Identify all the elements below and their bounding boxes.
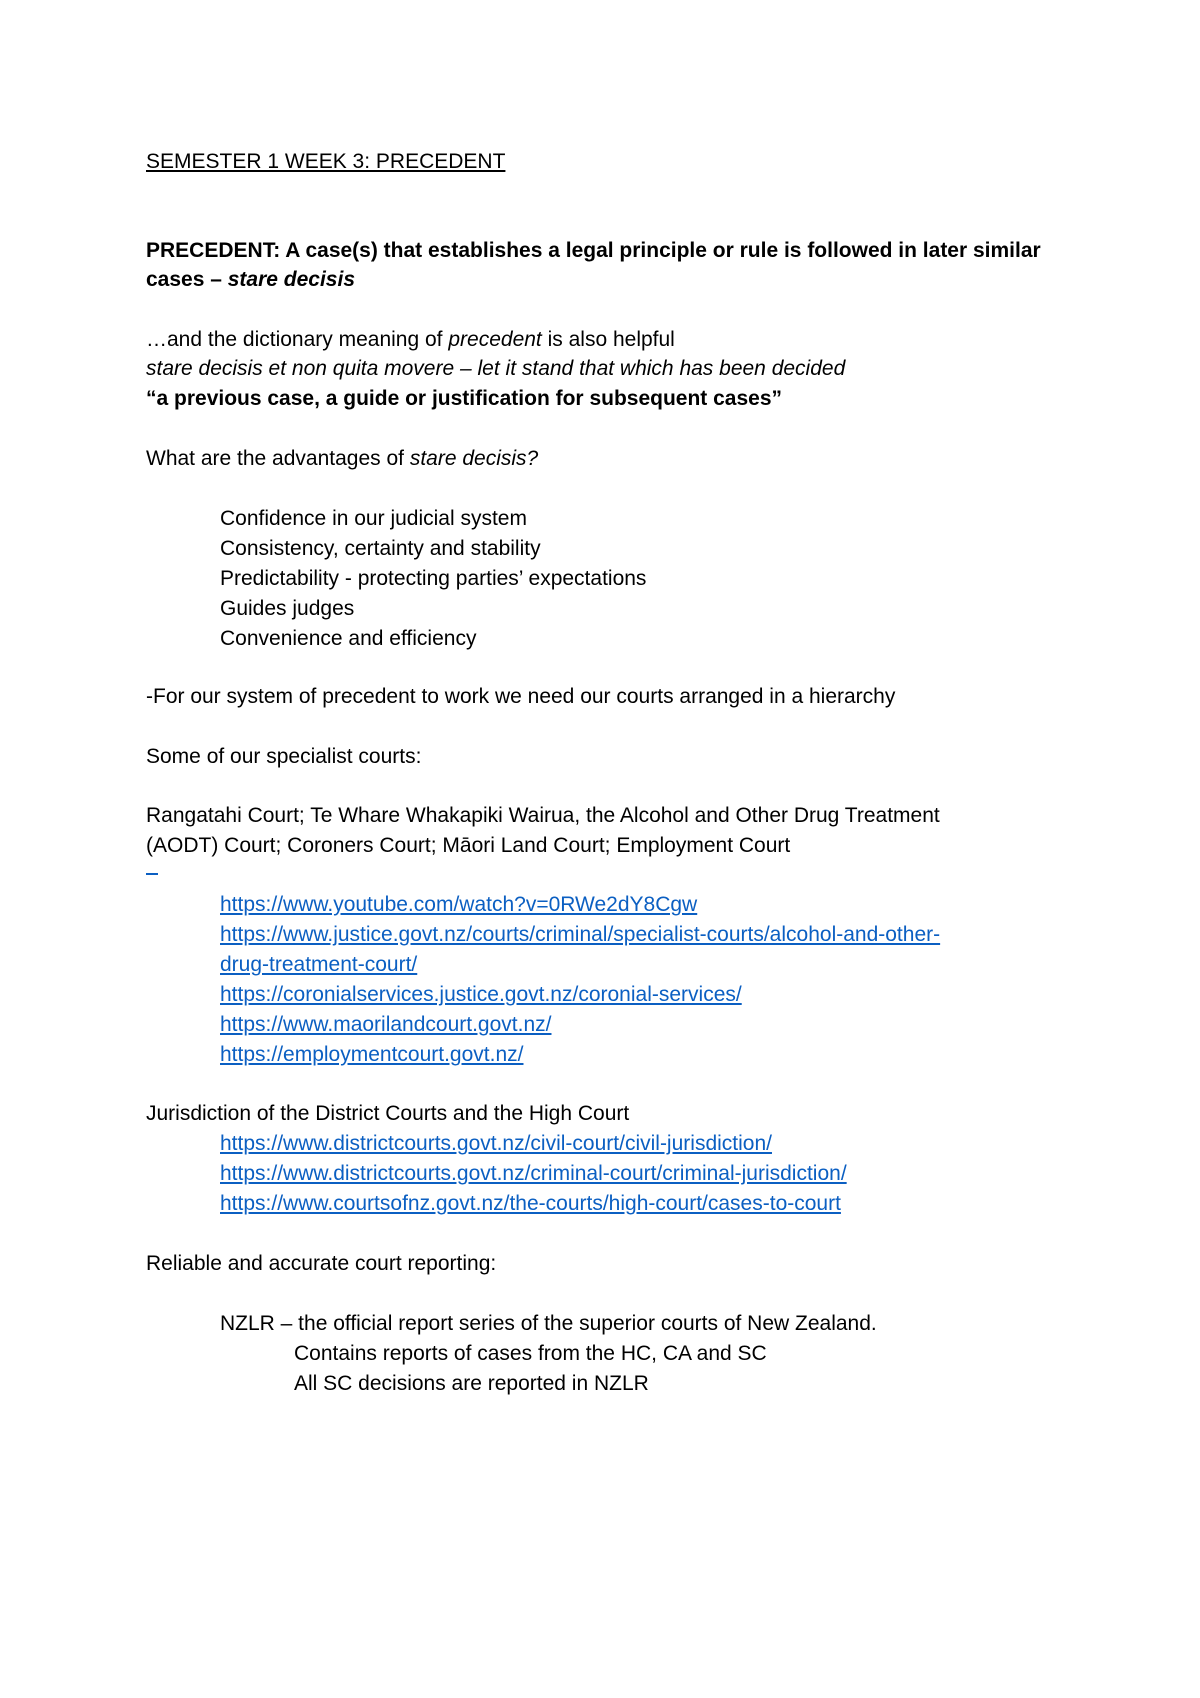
empty-link-underline: [146, 873, 158, 875]
definition-line-1: PRECEDENT: A case(s) that establishes a legal principle or rule is followed in later similar: [146, 239, 1041, 262]
high-court-link[interactable]: https://www.courtsofnz.govt.nz/the-courts/high-court/cases-to-court: [220, 1192, 841, 1215]
advantages-question-prefix: What are the advantages of: [146, 447, 410, 470]
courts-line-2: (AODT) Court; Coroners Court; Māori Land Court; Employment Court: [146, 834, 791, 857]
list-item: [186, 1161, 847, 1191]
reporting-sublist: [260, 1341, 767, 1401]
jurisdiction-heading: Jurisdiction of the District Courts and the High Court: [146, 1102, 630, 1125]
list-item: [186, 1131, 847, 1161]
definition-term: stare decisis: [227, 268, 356, 291]
hierarchy-note: -For our system of precedent to work we need our courts arranged in a hierarchy: [146, 685, 896, 708]
advantage-text: Guides judges: [220, 597, 355, 620]
latin-maxim: stare decisis et non quita movere – let it stand that which has been decided: [146, 357, 846, 380]
aodt-court-link[interactable]: https://www.justice.govt.nz/courts/criminal/specialist-courts/alcohol-and-other-: [220, 923, 941, 946]
list-item: [186, 1191, 847, 1221]
list-item: [186, 1012, 940, 1042]
definition-prefix: cases –: [146, 268, 228, 291]
nzlr-subpoint: Contains reports of cases from the HC, CA and SC: [294, 1342, 767, 1365]
list-item: [186, 626, 646, 656]
coronial-services-link[interactable]: https://coronialservices.justice.govt.nz/coronial-services/: [220, 983, 742, 1006]
civil-jurisdiction-link[interactable]: https://www.districtcourts.govt.nz/civil-court/civil-jurisdiction/: [220, 1132, 772, 1155]
dictionary-term: precedent: [448, 328, 542, 351]
dictionary-prefix: …and the dictionary meaning of: [146, 328, 449, 351]
youtube-link[interactable]: https://www.youtube.com/watch?v=0RWe2dY8Cgw: [220, 893, 698, 916]
list-item: [260, 1341, 767, 1371]
list-item: [186, 952, 940, 982]
list-item: [186, 506, 646, 536]
list-item: [186, 922, 940, 952]
definition-line-2: [146, 267, 355, 293]
reporting-heading: Reliable and accurate court reporting:: [146, 1252, 497, 1275]
list-item: [186, 892, 940, 922]
list-item: [186, 536, 646, 566]
list-item: [186, 596, 646, 626]
dictionary-quote: “a previous case, a guide or justification for subsequent cases”: [146, 387, 783, 410]
reporting-list: [186, 1311, 877, 1341]
list-item: [186, 566, 646, 596]
employment-court-link[interactable]: https://employmentcourt.govt.nz/: [220, 1043, 524, 1066]
list-item: [260, 1371, 767, 1401]
advantages-question-term: stare decisis?: [409, 447, 539, 470]
advantage-text: Predictability - protecting parties’ expectations: [220, 567, 647, 590]
specialist-heading: Some of our specialist courts:: [146, 745, 422, 768]
specialist-links-list: [186, 892, 940, 1072]
advantages-list: [186, 506, 646, 656]
nzlr-description: NZLR – the official report series of the superior courts of New Zealand.: [220, 1312, 877, 1335]
advantage-text: Confidence in our judicial system: [220, 507, 527, 530]
list-item: [186, 1311, 877, 1341]
list-item: [186, 982, 940, 1012]
jurisdiction-links-list: [186, 1131, 847, 1221]
aodt-court-link-continued[interactable]: drug-treatment-court/: [220, 953, 418, 976]
dictionary-suffix: is also helpful: [541, 328, 675, 351]
advantage-text: Convenience and efficiency: [220, 627, 477, 650]
list-item: [186, 1042, 940, 1072]
maori-land-court-link[interactable]: https://www.maorilandcourt.govt.nz/: [220, 1013, 552, 1036]
courts-line-1: Rangatahi Court; Te Whare Whakapiki Wairua, the Alcohol and Other Drug Treatment: [146, 804, 940, 827]
nzlr-subpoint: All SC decisions are reported in NZLR: [294, 1372, 649, 1395]
criminal-jurisdiction-link[interactable]: https://www.districtcourts.govt.nz/criminal-court/criminal-jurisdiction/: [220, 1162, 847, 1185]
advantage-text: Consistency, certainty and stability: [220, 537, 541, 560]
page-title: SEMESTER 1 WEEK 3: PRECEDENT: [146, 150, 506, 173]
advantages-question: [146, 446, 538, 472]
dictionary-line: [146, 327, 675, 353]
